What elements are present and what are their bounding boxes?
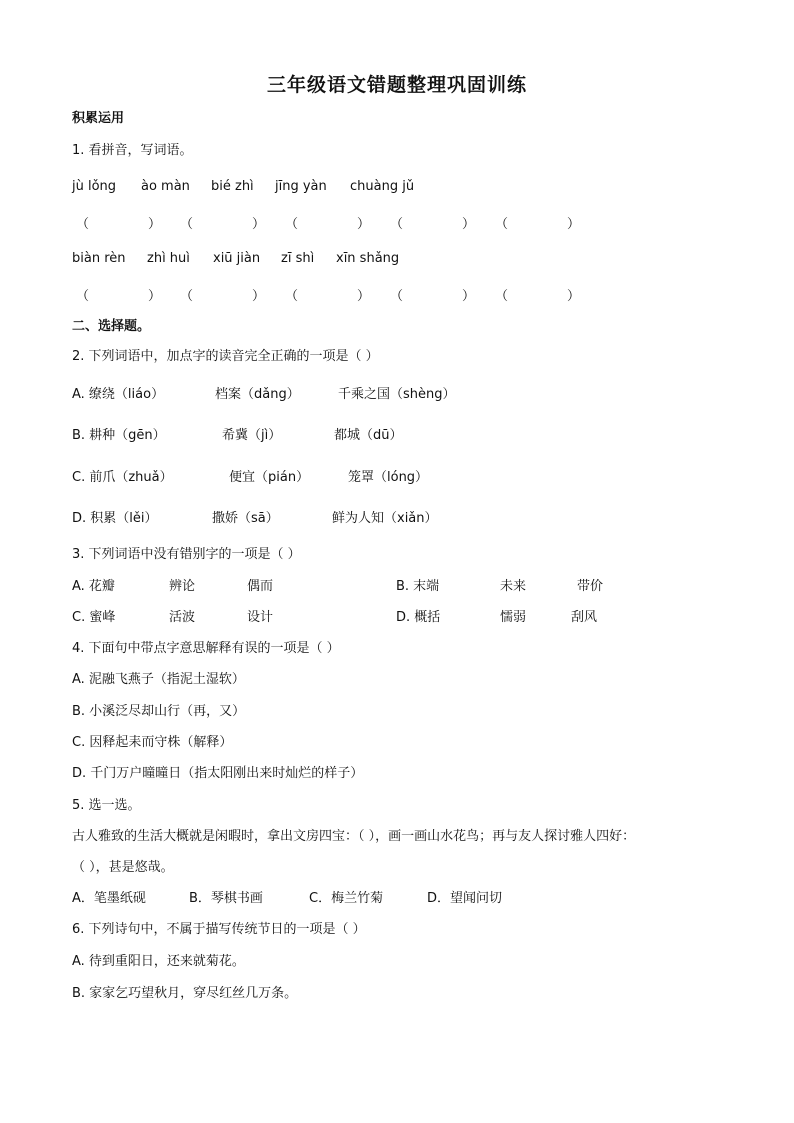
question-3-stem: 3. 下列词语中没有错别字的一项是（ ）	[72, 547, 301, 562]
option-b-word-1[interactable]: B. 末端	[396, 579, 440, 594]
option-word: 千乘之国（shèng）	[338, 387, 456, 402]
question-4-option-c[interactable]: C. 因释起耒而守株（解释）	[72, 735, 233, 750]
question-4-stem: 4. 下面句中带点字意思解释有误的一项是（ ）	[72, 641, 340, 656]
pinyin-item: biàn rèn	[72, 251, 126, 266]
option-a-word-3: 偶而	[247, 579, 274, 594]
option-word: A. 缭绕（liáo）	[72, 387, 165, 402]
question-5-option-a[interactable]: A．笔墨纸砚	[72, 891, 146, 906]
section-heading-accumulation: 积累运用	[72, 111, 125, 126]
option-word: 笼罩（lóng）	[348, 470, 429, 485]
pinyin-item: jīng yàn	[275, 179, 327, 194]
question-6-stem: 6. 下列诗句中，不属于描写传统节日的一项是（ ）	[72, 922, 366, 937]
question-6-option-b[interactable]: B. 家家乞巧望秋月，穿尽红丝几万条。	[72, 986, 298, 1001]
question-5-option-d[interactable]: D．望闻问切	[427, 891, 503, 906]
option-c-word-1[interactable]: C. 蜜峰	[72, 610, 116, 625]
option-a-word-2: 辨论	[169, 579, 196, 594]
page-title: 三年级语文错题整理巩固训练	[266, 74, 527, 96]
question-5-option-b[interactable]: B．琴棋书画	[189, 891, 263, 906]
option-b-word-3: 带价	[577, 579, 604, 594]
pinyin-item: jù lǒng	[72, 179, 117, 194]
question-4-option-d[interactable]: D. 千门万户曈曈日（指太阳刚出来时灿烂的样子）	[72, 766, 364, 781]
option-word: 希冀（jì）	[222, 428, 282, 443]
pinyin-item: zhì huì	[147, 251, 190, 266]
option-word: B. 耕种（gēn）	[72, 428, 166, 443]
pinyin-item: bié zhì	[211, 179, 254, 194]
option-word: 都城（dū）	[334, 428, 403, 443]
question-5-stem: 5. 选一选。	[72, 798, 141, 813]
option-c-word-3: 设计	[247, 610, 274, 625]
question-5-text-line-1: 古人雅致的生活大概就是闲暇时，拿出文房四宝：（ ），画一画山水花鸟；再与友人探讨雅人四好：	[72, 829, 636, 844]
option-d-word-2: 懦弱	[500, 610, 527, 625]
option-word: 撒娇（sā）	[212, 511, 279, 526]
option-c-word-2: 活波	[169, 610, 196, 625]
pinyin-item: xīn shǎng	[336, 251, 400, 266]
option-d-word-3: 刮风	[571, 610, 598, 625]
question-5-text-line-2: （ ），甚是悠哉。	[72, 860, 174, 875]
pinyin-item: chuàng jǔ	[350, 179, 415, 194]
option-b-word-2: 未来	[500, 579, 527, 594]
pinyin-item: zī shì	[281, 251, 315, 266]
option-word: 档案（dǎng）	[215, 387, 300, 402]
question-2-stem: 2. 下列词语中，加点字的读音完全正确的一项是（ ）	[72, 349, 379, 364]
option-word: D. 积累（lěi）	[72, 511, 158, 526]
question-6-option-a[interactable]: A. 待到重阳日，还来就菊花。	[72, 954, 245, 969]
pinyin-item: xiū jiàn	[213, 251, 261, 266]
question-5-option-c[interactable]: C．梅兰竹菊	[309, 891, 384, 906]
option-word: 鲜为人知（xiǎn）	[332, 511, 438, 526]
question-4-option-a[interactable]: A. 泥融飞燕子（指泥土湿软）	[72, 672, 245, 687]
question-1-stem: 1. 看拼音，写词语。	[72, 143, 193, 158]
question-4-option-b[interactable]: B. 小溪泛尽却山行（再，又）	[72, 704, 246, 719]
section-heading-choice: 二、选择题。	[72, 319, 151, 334]
option-word: 便宜（pián）	[229, 470, 310, 485]
option-a-word-1[interactable]: A. 花瓣	[72, 579, 115, 594]
option-word: C. 前爪（zhuǎ）	[72, 470, 173, 485]
option-d-word-1[interactable]: D. 概括	[396, 610, 441, 625]
pinyin-item: ào màn	[141, 179, 190, 194]
